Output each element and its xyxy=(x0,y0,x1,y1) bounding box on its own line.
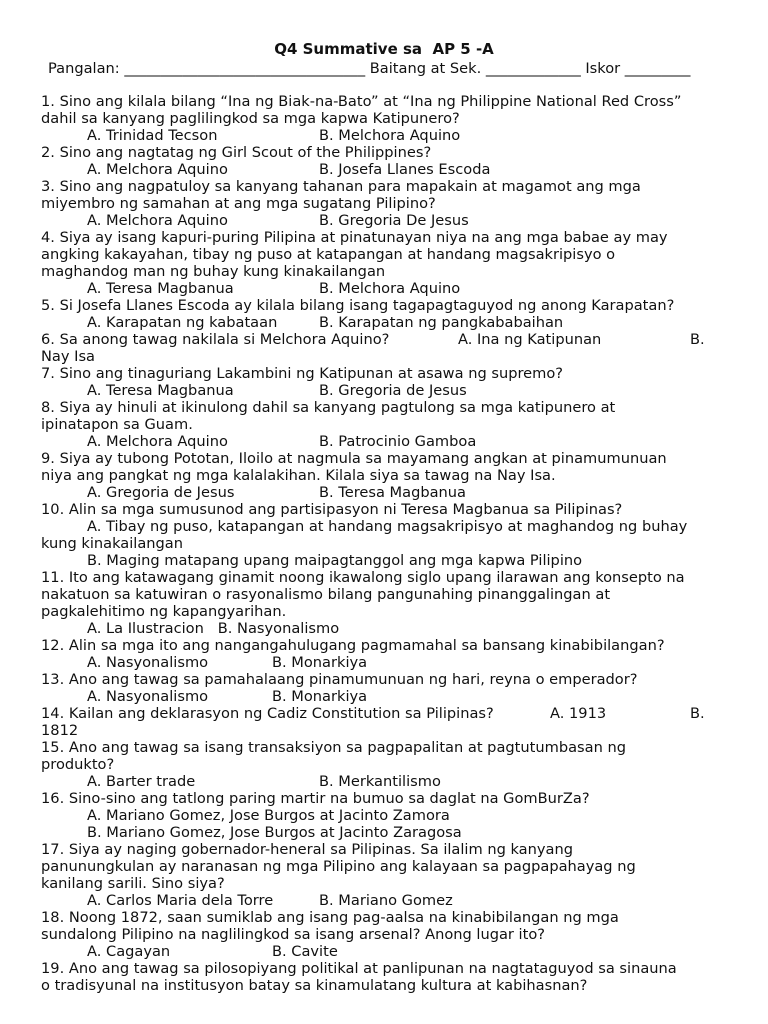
question-10-option-a: A. Tibay ng puso, katapangan at handang magsakripisyo at maghandog ng buhay xyxy=(87,518,688,535)
question-11-options: A. La Ilustracion B. Nasyonalismo xyxy=(87,620,340,637)
question-3-option-a: A. Melchora Aquino xyxy=(87,212,228,229)
question-5-option-a: A. Karapatan ng kabataan xyxy=(87,314,278,331)
question-1-line-1: 1. Sino ang kilala bilang “Ina ng Biak-na-Bato” at “Ina ng Philippine National Red Cross” xyxy=(41,93,682,110)
question-3-line-2: miyembro ng samahan at ang mga sugatang Pilipino? xyxy=(41,195,436,212)
question-18-line-1: 18. Noong 1872, saan sumiklab ang isang pag-aalsa na kinabibilangan ng mga xyxy=(41,909,619,926)
question-3-line-1: 3. Sino ang nagpatuloy sa kanyang tahanan para mapakain at magamot ang mga xyxy=(41,178,641,195)
question-13-line-1: 13. Ano ang tawag sa pamahalaang pinamumunuan ng hari, reyna o emperador? xyxy=(41,671,638,688)
question-17-option-a: A. Carlos Maria dela Torre xyxy=(87,892,274,909)
question-9-option-a: A. Gregoria de Jesus xyxy=(87,484,235,501)
question-6-option-b-marker: B. xyxy=(690,331,705,348)
question-16-option-b: B. Mariano Gomez, Jose Burgos at Jacinto Zaragosa xyxy=(87,824,462,841)
question-1-option-a: A. Trinidad Tecson xyxy=(87,127,218,144)
question-11-line-3: pagkalehitimo ng kapangyarihan. xyxy=(41,603,287,620)
question-4-line-3: maghandog man ng buhay kung kinakailangan xyxy=(41,263,386,280)
question-19-line-2: o tradisyunal na institusyon batay sa kinamulatang kultura at kabihasnan? xyxy=(41,977,588,994)
question-8-line-1: 8. Siya ay hinuli at ikinulong dahil sa kanyang pagtulong sa mga katipunero at xyxy=(41,399,616,416)
question-6-line-1: 6. Sa anong tawag nakilala si Melchora Aquino? xyxy=(41,331,390,348)
question-14-option-b-text: 1812 xyxy=(41,722,79,739)
question-12-option-b: B. Monarkiya xyxy=(272,654,368,671)
question-14-line-1: 14. Kailan ang deklarasyon ng Cadiz Constitution sa Pilipinas? xyxy=(41,705,494,722)
question-17-line-1: 17. Siya ay naging gobernador-heneral sa Pilipinas. Sa ilalim ng kanyang xyxy=(41,841,573,858)
question-19-line-1: 19. Ano ang tawag sa pilosopiyang politikal at panlipunan na nagtataguyod sa sinauna xyxy=(41,960,677,977)
question-15-line-1: 15. Ano ang tawag sa isang transaksiyon sa pagpapalitan at pagtutumbasan ng xyxy=(41,739,626,756)
question-17-line-3: kanilang sarili. Sino siya? xyxy=(41,875,225,892)
question-6-option-a: A. Ina ng Katipunan xyxy=(458,331,602,348)
question-13-option-b: B. Monarkiya xyxy=(272,688,368,705)
question-11-line-2: nakatuon sa katuwiran o rasyonalismo bilang pangunahing pinanggalingan at xyxy=(41,586,611,603)
question-9-line-1: 9. Siya ay tubong Pototan, Iloilo at nagmula sa mayamang angkan at pinamumunuan xyxy=(41,450,667,467)
question-13-option-a: A. Nasyonalismo xyxy=(87,688,209,705)
question-7-option-b: B. Gregoria de Jesus xyxy=(319,382,467,399)
question-4-line-1: 4. Siya ay isang kapuri-puring Pilipina at pinatunayan niya na ang mga babae ay may xyxy=(41,229,668,246)
question-10-option-a-cont: kung kinakailangan xyxy=(41,535,183,552)
question-10-line-1: 10. Alin sa mga sumusunod ang partisipasyon ni Teresa Magbanua sa Pilipinas? xyxy=(41,501,623,518)
worksheet-title: Q4 Summative sa AP 5 -A xyxy=(274,40,494,58)
question-1-option-b: B. Melchora Aquino xyxy=(319,127,461,144)
question-15-option-a: A. Barter trade xyxy=(87,773,196,790)
question-1-line-2: dahil sa kanyang paglilingkod sa mga kapwa Katipunero? xyxy=(41,110,460,127)
question-15-option-b: B. Merkantilismo xyxy=(319,773,441,790)
question-3-option-b: B. Gregoria De Jesus xyxy=(319,212,469,229)
question-5-line-1: 5. Si Josefa Llanes Escoda ay kilala bilang isang tagapagtaguyod ng anong Karapatan? xyxy=(41,297,675,314)
question-17-option-b: B. Mariano Gomez xyxy=(319,892,453,909)
question-8-option-a: A. Melchora Aquino xyxy=(87,433,228,450)
question-14-option-b-marker: B. xyxy=(690,705,705,722)
question-11-line-1: 11. Ito ang katawagang ginamit noong ikawalong siglo upang ilarawan ang konsepto na xyxy=(41,569,685,586)
question-16-line-1: 16. Sino-sino ang tatlong paring martir na bumuo sa daglat na GomBurZa? xyxy=(41,790,590,807)
question-2-option-b: B. Josefa Llanes Escoda xyxy=(319,161,491,178)
question-8-line-2: ipinatapon sa Guam. xyxy=(41,416,193,433)
question-9-option-b: B. Teresa Magbanua xyxy=(319,484,466,501)
question-2-option-a: A. Melchora Aquino xyxy=(87,161,228,178)
question-8-option-b: B. Patrocinio Gamboa xyxy=(319,433,477,450)
student-info-line: Pangalan: _________________________________ Baitang at Sek. _____________ Iskor _________ xyxy=(48,60,691,77)
question-7-option-a: A. Teresa Magbanua xyxy=(87,382,234,399)
question-10-option-b: B. Maging matapang upang maipagtanggol ang mga kapwa Pilipino xyxy=(87,552,583,569)
question-17-line-2: panunungkulan ay naranasan ng mga Pilipino ang kalayaan sa pagpapahayag ng xyxy=(41,858,636,875)
question-12-line-1: 12. Alin sa mga ito ang nangangahulugang pagmamahal sa bansang kinabibilangan? xyxy=(41,637,665,654)
question-18-option-b: B. Cavite xyxy=(272,943,338,960)
question-18-option-a: A. Cagayan xyxy=(87,943,171,960)
question-2-line-1: 2. Sino ang nagtatag ng Girl Scout of the Philippines? xyxy=(41,144,432,161)
question-12-option-a: A. Nasyonalismo xyxy=(87,654,209,671)
question-4-option-a: A. Teresa Magbanua xyxy=(87,280,234,297)
question-9-line-2: niya ang pangkat ng mga kalalakihan. Kilala siya sa tawag na Nay Isa. xyxy=(41,467,556,484)
question-4-line-2: angking kakayahan, tibay ng puso at katapangan at handang magsakripisyo o xyxy=(41,246,616,263)
question-7-line-1: 7. Sino ang tinaguriang Lakambini ng Katipunan at asawa ng supremo? xyxy=(41,365,564,382)
question-4-option-b: B. Melchora Aquino xyxy=(319,280,461,297)
question-14-option-a: A. 1913 xyxy=(550,705,607,722)
question-6-option-b-text: Nay Isa xyxy=(41,348,95,365)
question-15-line-2: produkto? xyxy=(41,756,115,773)
question-18-line-2: sundalong Pilipino na naglilingkod sa isang arsenal? Anong lugar ito? xyxy=(41,926,546,943)
question-5-option-b: B. Karapatan ng pangkababaihan xyxy=(319,314,564,331)
question-16-option-a: A. Mariano Gomez, Jose Burgos at Jacinto Zamora xyxy=(87,807,450,824)
